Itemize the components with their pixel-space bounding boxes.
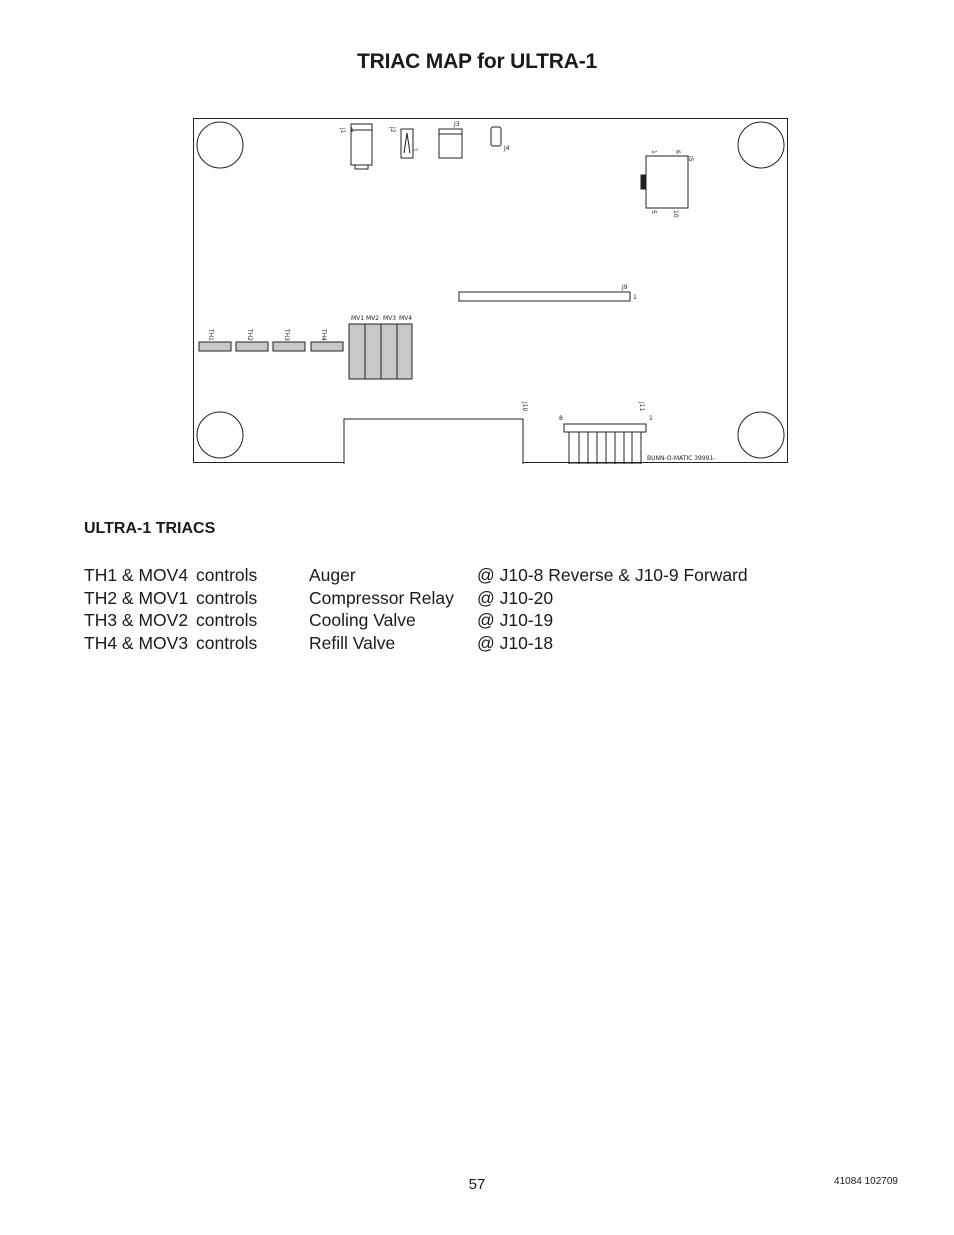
label-th1: TH1 — [207, 329, 214, 341]
triac-connection: @ J10-19 — [477, 610, 554, 630]
label-j5-pin-6: 6 — [674, 150, 681, 154]
label-j11: J11 — [638, 402, 645, 412]
triac-pair: TH2 & MOV1 — [84, 587, 189, 608]
triac-device: Auger — [309, 565, 356, 585]
label-j1-pin: 1 — [350, 127, 354, 134]
mov-pad-mv3 — [381, 324, 397, 379]
triac-table — [84, 564, 748, 654]
triac-device: Cooling Valve — [309, 610, 416, 630]
page-title: TRIAC MAP for ULTRA-1 — [356, 50, 597, 73]
document-code: 41084 102709 — [834, 1176, 898, 1187]
table-row — [84, 564, 748, 587]
connector-j5 — [646, 156, 688, 208]
mov-pad-mv1 — [349, 324, 365, 379]
label-j5-pin-10: 10 — [672, 210, 679, 218]
label-mv3: MV3 — [383, 315, 397, 322]
triac-pad-th3 — [273, 342, 305, 351]
mounting-hole-bottom-left — [197, 412, 243, 458]
triac-pair: TH4 & MOV3 — [84, 632, 189, 653]
triac-connection: @ J10-20 — [477, 587, 554, 608]
label-j1: J1 — [339, 128, 346, 134]
connector-j10 — [344, 419, 523, 464]
label-maker: BUNN-O-MATIC 39991- — [647, 455, 716, 462]
page-number: 57 — [468, 1176, 486, 1193]
label-j9-pin: 1 — [633, 294, 637, 301]
connector-j3 — [439, 129, 462, 158]
label-j11-pin-8: 8 — [559, 415, 563, 422]
label-th4: TH4 — [320, 329, 327, 341]
triac-verb: controls — [196, 587, 258, 608]
label-j2: J2 — [389, 127, 396, 133]
label-mv2: MV2 — [366, 315, 380, 322]
mounting-hole-top-left — [197, 122, 243, 168]
label-mv1: MV1 — [351, 315, 365, 322]
label-j11-pin-1: 1 — [649, 415, 653, 422]
label-j2-pin: 1 — [411, 148, 418, 152]
label-j4: J4 — [504, 145, 510, 152]
triac-verb: controls — [196, 610, 258, 630]
triac-verb: controls — [196, 565, 258, 585]
board-drawing — [194, 119, 789, 464]
triac-connection: @ J10-18 — [477, 632, 554, 653]
connector-j9 — [459, 292, 630, 301]
label-j5-pin-1: 1 — [650, 150, 657, 154]
label-th2: TH2 — [246, 329, 253, 341]
mounting-hole-top-right — [738, 122, 784, 168]
connector-j11 — [564, 424, 646, 432]
circuit-board-diagram — [193, 118, 788, 463]
triac-device: Refill Valve — [309, 632, 396, 653]
section-heading: ULTRA-1 TRIACS — [84, 520, 216, 537]
triac-pad-th4 — [311, 342, 343, 351]
triac-verb: controls — [196, 632, 258, 653]
triac-device: Compressor Relay — [309, 587, 454, 608]
label-j3: J3 — [454, 121, 460, 128]
mounting-hole-bottom-right — [738, 412, 784, 458]
triac-pair: TH1 & MOV4 — [84, 565, 189, 585]
triac-pad-th2 — [236, 342, 268, 351]
label-j5: J5 — [687, 156, 694, 162]
label-j5-pin-5: 5 — [650, 210, 657, 214]
label-mv4: MV4 — [399, 315, 413, 322]
label-j9: J9 — [622, 284, 628, 291]
label-j10: J10 — [521, 402, 528, 412]
table-row — [84, 609, 748, 632]
mov-pad-mv4 — [397, 324, 412, 379]
triac-connection: @ J10-8 Reverse & J10-9 Forward — [477, 565, 748, 585]
triac-pair: TH3 & MOV2 — [84, 610, 189, 630]
label-th3: TH3 — [283, 329, 290, 341]
triac-pad-th1 — [199, 342, 231, 351]
table-row — [84, 587, 748, 610]
table-row — [84, 632, 748, 655]
mov-pad-mv2 — [365, 324, 381, 379]
connector-j4 — [491, 127, 501, 146]
